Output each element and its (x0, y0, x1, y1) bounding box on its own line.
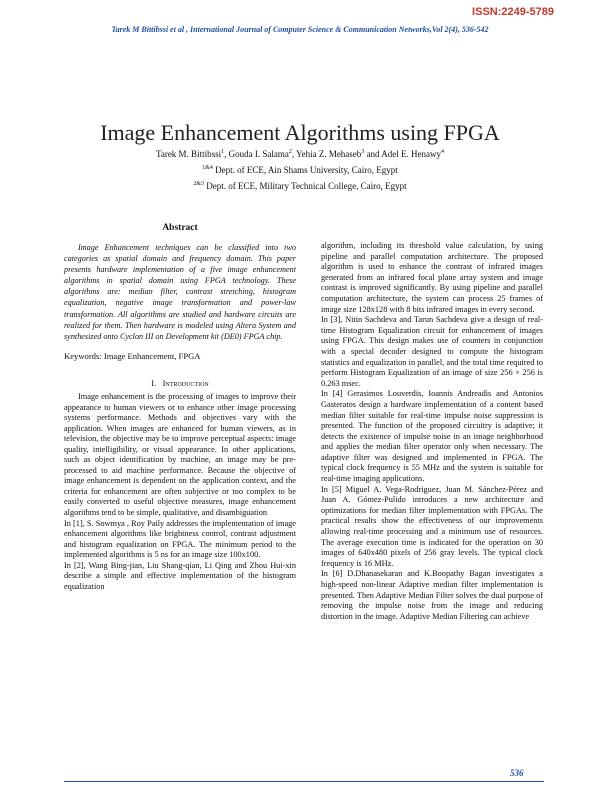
section-title: Introduction (162, 378, 209, 388)
abstract-heading: Abstract (162, 223, 198, 233)
author-name: , Gouda I. Salama (224, 149, 289, 159)
section-heading (64, 378, 296, 388)
author-superscript: 1 (221, 149, 225, 155)
right-column-body (321, 241, 543, 622)
issn-label: ISSN:2249-5789 (472, 6, 554, 18)
affiliation-text: Dept. of ECE, Ain Shams University, Cairo, Egypt (212, 165, 398, 175)
abstract-text: Image Enhancement techniques can be classified into two categories as spatial domain and frequency domain. This paper presents hardware implementation of a five image enhancement algorithms in spatial domain using FPGA technology. These algorithms are: median filter, contrast stretching, histogram equalization, negative image transformation and power-law transformation. All algorithms are studied and hardware circuits are realized for them. Then hardware is modeled using Altera System and synthesized onto Cyclon III on Development kit (DE0) FPGA chip. (64, 243, 296, 341)
affiliation-text: Dept. of ECE, Military Technical College, Cairo, Egypt (204, 181, 407, 191)
affiliation-superscript: 1&4 (202, 165, 213, 171)
page-number: 536 (510, 768, 524, 778)
author-name: Tarek M. Bittibssi (155, 149, 222, 159)
author-list (0, 149, 600, 159)
journal-header: Tarek M Bittibssi et al , International Journal of Computer Science & Communication Networks,Vol 2(4), 536-542 (111, 25, 489, 34)
author-superscript: 4 (441, 149, 445, 155)
paragraph: In [4] Gerasimos Louverdis, Ioannis Andreadis and Antonios Gasteratos design a hardware implementation of a content based median filter suitable for real-time impulse noise suppression is presented. The function of the proposed circuitry is adaptive; it detects the existence of impulse noise in an image neighborhood and applies the median filter operator only when necessary. The adaptive filter was designed and implemented in FPGA. The typical clock frequency is 55 MHz and the system is suitable for real-time imaging applications. (321, 389, 543, 484)
affiliation-superscript: 2&3 (193, 181, 204, 187)
paragraph: In [3], Nitin Sachdeva and Tarun Sachdeva give a design of real-time Histogram Equalization circuit for enhancement of images using FPGA. This design makes use of counters in conjunction with a special decoder designed to compute the histogram statistics and equalization in parallel, and the total time required to perform Histogram Equalization of an image of size 256 × 256 is 0.263 msec. (321, 315, 543, 388)
footer-rule (64, 781, 544, 782)
paragraph: In [6] D.Dhanasekaran and K.Boopathy Bagan investigates a high-speed non-linear Adaptive median filter implementation is presented. Then Adaptive Median Filter solves the dual purpose of removing the impulse noise from the image and reducing distortion in the image. Adaptive Median Filtering can achieve (321, 569, 543, 621)
paper-title: Image Enhancement Algorithms using FPGA (100, 120, 500, 145)
paragraph: Image enhancement is the processing of images to improve their appearance to human viewers or to enhance other image processing systems performance. Methods and objectives vary with the application. When images are enhanced for human viewers, as in television, the objective may be to improve perceptual aspects: image quality, intelligibility, or visual appearance. In other applications, such as object identification by machine, an image may be pre-processed to aid machine performance. Because the objective of image enhancement is dependent on the application context, and the criteria for enhancement are often subjective or too complex to be easily converted to useful objective measures, image enhancement algorithms tend to be simple, qualitative, and disambiguation (64, 392, 296, 518)
affiliation-2 (0, 181, 600, 191)
section-number: I. (151, 378, 157, 388)
paragraph: In [2], Wang Bing-jian, Liu Shang-qian, Li Qing and Zhou Hui-xin describe a simple and effective implementation of the histogram equalization (64, 560, 296, 591)
paragraph: In [1], S. Sowmya , Roy Paily addresses the implementation of image enhancement algorithms like brightness control, contrast adjustment and histogram equalization on FPGA. The minimum period to the implemented algorithms is 5 ns for an image size 100x100. (64, 518, 296, 560)
keywords: Keywords: Image Enhancement, FPGA (64, 351, 201, 361)
author-superscript: 2 (288, 149, 292, 155)
affiliation-1 (0, 165, 600, 175)
author-name: and Adel E. Henawy (364, 149, 442, 159)
author-name: , Yehia Z. Mehaseb (291, 149, 362, 159)
paragraph: In [5] Miguel A. Vega-Rodriguez, Juan M. Sánchez-Pérez and Juan A. Gómez-Pulido introduces a new architecture and optimizations for median filter implementation with FPGAs. The practical results show the effectiveness of our improvements allowing real-time processing and a minimum use of resources. The average execution time is indicated for the operation on 30 images of 640x480 pixels of 256 gray levels. The typical clock frequency is 16 MHz. (321, 484, 543, 568)
paragraph: algorithm, including its threshold value calculation, by using pipeline and parallel computation architecture. The proposed algorithm is used to enhance the contrast of infrared images generated from an infrared focal plane array system and image contrast is improved significantly. By using pipeline and parallel computation architecture, the system can process 25 frames of image size 128x128 with 8 bits infrared images in every second. (321, 241, 543, 314)
left-column-body (64, 392, 296, 592)
author-superscript: 3 (361, 149, 365, 155)
